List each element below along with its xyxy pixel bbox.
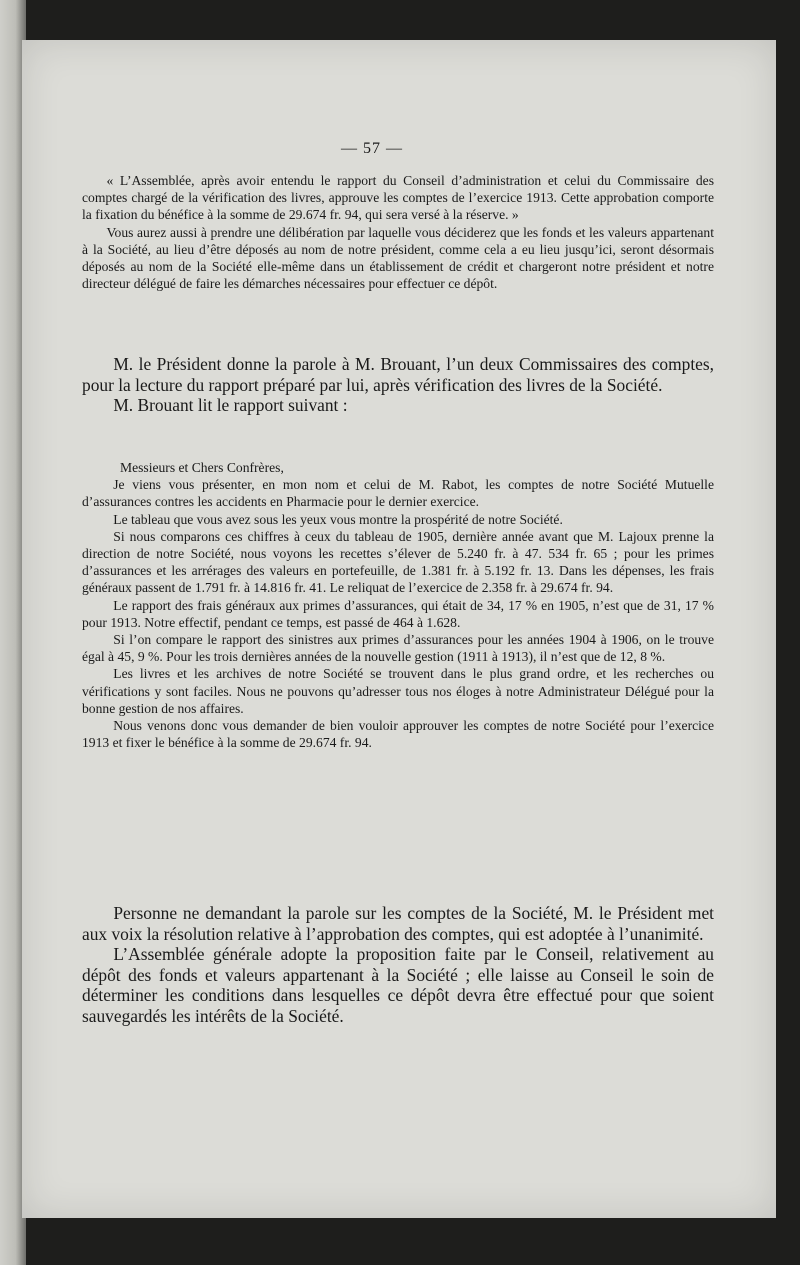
report-paragraph: Le tableau que vous avez sous les yeux vous montre la prospérité de notre Société. <box>113 511 563 527</box>
president-paragraph: M. Brouant lit le rapport suivant : <box>113 395 348 416</box>
quote-paragraph: « L’Assemblée, après avoir entendu le rapport du Conseil d’administration et celui du Commissaire des comptes chargé de la vérification des livres, approuve les comptes de l’exercice 1913. Cette approbation comporte la fixation du bénéfice à la somme de 29.674 fr. 94, qui sera versé à la réserve. » <box>82 173 714 223</box>
report-salutation: Messieurs et Chers Confrères, <box>120 460 284 475</box>
report-paragraph: Le rapport des frais généraux aux primes d’assurances, qui était de 34, 17 % en 1905, n’est que de 31, 17 % pour 1913. Notre effectif, pendant ce temps, est passé de 464 à 1.628. <box>82 597 714 630</box>
president-section <box>82 354 714 416</box>
report-paragraph: Si l’on compare le rapport des sinistres aux primes d’assurances pour les années 1904 à 1906, on le trouve égal à 45, 9 %. Pour les trois dernières années de la nouvelle gestion (1911 à 1913), il n’est que de 12, 8 %. <box>82 632 714 665</box>
report-paragraph: Nous venons donc vous demander de bien vouloir approuver les comptes de notre Société pour l’exercice 1913 et fixer le bénéfice à la somme de 29.674 fr. 94. <box>82 718 714 751</box>
book-page <box>22 40 776 1218</box>
closing-section <box>82 903 714 1027</box>
page-number: — 57 — <box>341 140 403 157</box>
closing-paragraph: Personne ne demandant la parole sur les comptes de la Société, M. le Président met aux voix la résolution relative à l’approbation des comptes, qui est adoptée à l’unanimité. <box>82 903 714 944</box>
president-paragraph: M. le Président donne la parole à M. Brouant, l’un deux Commissaires des comptes, pour la lecture du rapport préparé par lui, après vérification des livres de la Société. <box>82 354 714 395</box>
quoted-resolution <box>82 172 714 292</box>
closing-paragraph: L’Assemblée générale adopte la proposition faite par le Conseil, relativement au dépôt des fonds et valeurs appartenant à la Société ; elle laisse au Conseil le soin de déterminer les conditions dans lesquelles ce dépôt devra être effectué pour que soient sauvegardés les intérêts de la Société. <box>82 944 714 1026</box>
auditor-report <box>82 459 714 751</box>
report-paragraph: Je viens vous présenter, en mon nom et celui de M. Rabot, les comptes de notre Société Mutuelle d’assurances contres les accidents en Pharmacie pour le dernier exercice. <box>82 477 714 510</box>
quote-paragraph: Vous aurez aussi à prendre une délibération par laquelle vous déciderez que les fonds et les valeurs appartenant à la Société, au lieu d’être déposés au nom de notre président, comme cela a eu lieu jusqu’ici, seront désormais déposés au nom de la Société elle-même dans un établissement de crédit et chargeront notre président et notre directeur délégué de faire les démarches nécessaires pour effectuer ce dépôt. <box>82 224 714 292</box>
report-paragraph: Les livres et les archives de notre Société se trouvent dans le plus grand ordre, et les recherches ou vérifications y sont faciles. Nous ne pouvons qu’adresser tous nos éloges à notre Administrateur Délégué pour la bonne gestion de nos affaires. <box>82 666 714 716</box>
report-paragraph: Si nous comparons ces chiffres à ceux du tableau de 1905, dernière année avant que M. Lajoux prenne la direction de notre Société, nous voyons les recettes s’élever de 5.240 fr. à 47. 534 fr. 65 ; pour les primes d’assurances et les arrérages des valeurs en portefeuille, de 1.381 fr. à 5.192 fr. 13. Dans les dépenses, les frais généraux passent de 1.791 fr. à 14.816 fr. 41. Le reliquat de l’exercice de 2.358 fr. à 29.674 fr. 94. <box>82 528 714 596</box>
